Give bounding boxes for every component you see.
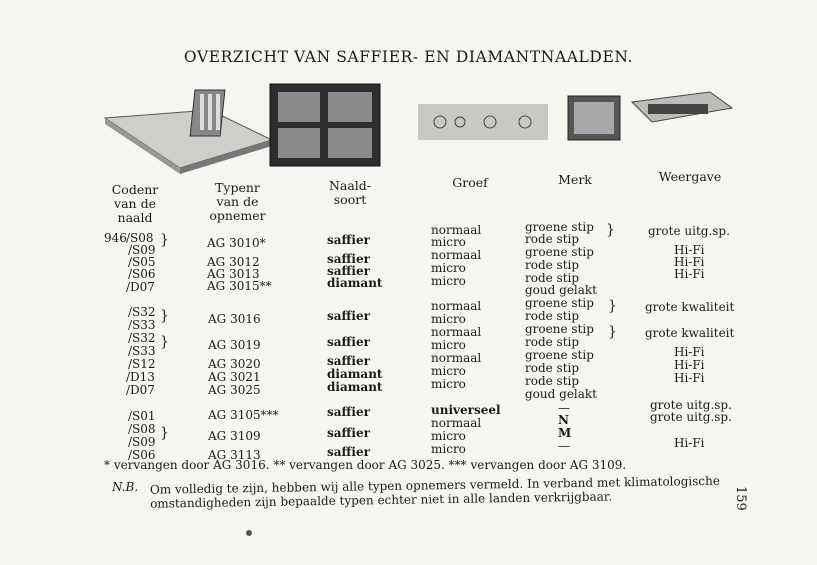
page-title: OVERZICHT VAN SAFFIER- EN DIAMANTNAALDEN. <box>183 48 634 66</box>
groef-cell: micro <box>431 338 466 352</box>
groef-cell: micro <box>431 442 466 456</box>
weergave-cell: Hi-Fi <box>674 267 705 281</box>
code-cell: /D07 <box>126 383 155 397</box>
header-merk: Merk <box>558 172 592 187</box>
type-cell: AG 3020 <box>208 357 261 371</box>
type-cell: AG 3109 <box>208 429 261 443</box>
weergave-cell: Hi-Fi <box>674 371 705 385</box>
page-number: 159 <box>733 486 748 511</box>
weergave-cell: Hi-Fi <box>674 345 705 359</box>
merk-cell: groene stip <box>525 348 594 362</box>
brace-icon: } <box>160 425 169 441</box>
merk-cell: rode stip <box>525 335 580 349</box>
header-groef: Groef <box>452 175 488 190</box>
weergave-cell: grote uitg.sp. <box>648 224 730 238</box>
merk-cell: — <box>558 401 570 415</box>
brace-icon: } <box>160 334 169 350</box>
code-cell: /S08 <box>128 422 156 436</box>
merk-cell: rode stip <box>525 361 580 375</box>
groef-cell: micro <box>431 235 466 249</box>
merk-cell: rode stip <box>525 374 580 388</box>
groef-cell: micro <box>431 312 466 326</box>
groef-cell: micro <box>431 274 466 288</box>
code-cell: /S05 <box>128 255 156 269</box>
groef-cell: normaal <box>431 248 482 262</box>
type-cell: AG 3019 <box>208 338 261 352</box>
brace-icon: } <box>608 298 617 314</box>
type-cell: AG 3025 <box>208 383 261 397</box>
type-cell: AG 3105*** <box>208 408 279 422</box>
type-cell: AG 3010* <box>207 236 266 250</box>
weergave-cell: Hi-Fi <box>674 436 705 450</box>
code-cell: /D13 <box>126 370 155 384</box>
merk-cell: groene stip <box>525 296 594 310</box>
code-cell: /S09 <box>128 243 156 257</box>
groef-cell: normaal <box>431 325 482 339</box>
groef-cell: normaal <box>431 299 482 313</box>
groef-cell: micro <box>431 261 466 275</box>
merk-cell: groene stip <box>525 322 594 336</box>
soort-cell: saffier <box>327 335 370 349</box>
groef-cell: micro <box>431 364 466 378</box>
soort-cell: saffier <box>327 309 370 323</box>
soort-cell: diamant <box>327 276 383 290</box>
merk-cell: rode stip <box>525 271 580 285</box>
code-cell: /S12 <box>128 357 156 371</box>
soort-cell: saffier <box>327 426 370 440</box>
code-cell: /S06 <box>128 448 156 462</box>
weergave-cell: grote kwaliteit <box>645 300 735 314</box>
merk-cell: rode stip <box>525 258 580 272</box>
type-cell: AG 3013 <box>207 267 260 281</box>
merk-cell: goud gelakt <box>525 283 597 297</box>
brace-icon: } <box>608 324 617 340</box>
code-cell: /S08 <box>126 231 154 245</box>
note-label: N.B. <box>112 480 139 494</box>
code-cell: /S33 <box>128 344 156 358</box>
merk-cell: groene stip <box>525 245 594 259</box>
type-cell: AG 3015** <box>207 279 272 293</box>
brace-icon: } <box>606 222 615 238</box>
soort-cell: saffier <box>327 264 370 278</box>
note-text: Om volledig te zijn, hebben wij alle typen opnemers vermeld. In verband met klimatologische omstandigheden zijn bepaalde typen echter niet in alle landen verkrijgbaar. <box>149 473 720 511</box>
needle-tray-icon <box>632 92 732 122</box>
header-naaldsoort: Naald- soort <box>328 178 372 207</box>
weergave-cell: Hi-Fi <box>674 255 705 269</box>
header-typenr: Typenr van de opnemer <box>209 180 266 223</box>
soort-cell: saffier <box>327 445 370 459</box>
merk-cell: goud gelakt <box>525 387 597 401</box>
cartridge-box-icon <box>105 90 272 174</box>
code-cell: /S09 <box>128 435 156 449</box>
type-cell: AG 3016 <box>208 312 261 326</box>
type-cell: AG 3021 <box>208 370 261 384</box>
weergave-cell: grote kwaliteit <box>645 326 735 340</box>
merk-cell: rode stip <box>525 232 580 246</box>
code-cell: /D07 <box>126 280 155 294</box>
soort-cell: diamant <box>327 380 383 394</box>
footnote: * vervangen door AG 3016. ** vervangen door AG 3025. *** vervangen door AG 3109. <box>104 458 627 472</box>
speck-mark <box>246 530 252 536</box>
weergave-cell: Hi-Fi <box>674 243 705 257</box>
code-cell: /S32 <box>128 331 156 345</box>
code-cell: /S06 <box>128 267 156 281</box>
merk-cell: rode stip <box>525 309 580 323</box>
groef-cell: normaal <box>431 416 482 430</box>
weergave-cell: Hi-Fi <box>674 358 705 372</box>
needle-holder-icon <box>568 96 620 140</box>
merk-cell: N <box>558 413 569 427</box>
code-prefix: 946 <box>104 231 127 245</box>
weergave-cell: grote uitg.sp. <box>650 410 732 424</box>
soort-cell: saffier <box>327 252 370 266</box>
groef-cell: universeel <box>431 403 501 417</box>
groef-cell: micro <box>431 429 466 443</box>
brace-icon: } <box>160 232 169 248</box>
weergave-cell: grote uitg.sp. <box>650 398 732 412</box>
soort-cell: saffier <box>327 405 370 419</box>
merk-cell: M <box>558 426 572 440</box>
merk-cell: groene stip <box>525 220 594 234</box>
needle-card-icon <box>418 104 548 140</box>
type-cell: AG 3012 <box>207 255 260 269</box>
soort-cell: saffier <box>327 354 370 368</box>
merk-cell: — <box>558 439 570 453</box>
header-weergave: Weergave <box>658 169 722 184</box>
code-cell: /S01 <box>128 409 156 423</box>
header-codenr: Codenr van de naald <box>111 182 159 225</box>
groef-cell: normaal <box>431 351 482 365</box>
brace-icon: } <box>160 308 169 324</box>
needle-case-icon <box>270 84 380 166</box>
code-cell: /S32 <box>128 305 156 319</box>
type-cell: AG 3113 <box>208 448 261 462</box>
product-photos <box>100 80 760 175</box>
groef-cell: normaal <box>431 223 482 237</box>
code-cell: /S33 <box>128 318 156 332</box>
groef-cell: micro <box>431 377 466 391</box>
soort-cell: saffier <box>327 233 370 247</box>
soort-cell: diamant <box>327 367 383 381</box>
